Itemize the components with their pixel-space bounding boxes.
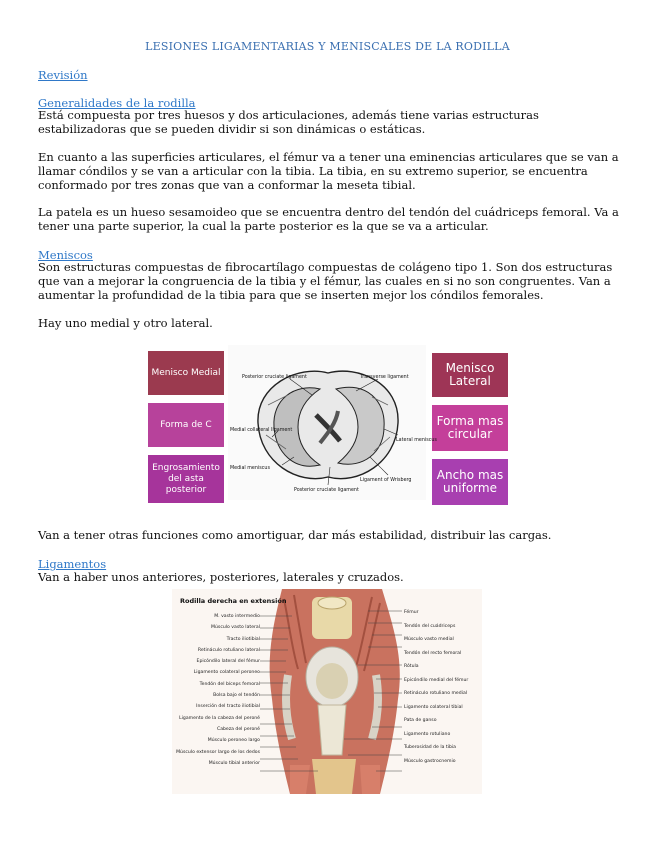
generalidades-paragraph-3: La patela es un hueso sesamoideo que se encuentra dentro del tendón del cuádriceps femoral. Va a tener una parte superior, la cual la parte posterior es la que se va a articular. (38, 205, 619, 233)
box-menisco-lateral-label: Menisco Lateral (445, 360, 495, 388)
box-forma-c (148, 403, 224, 447)
box-menisco-lateral (432, 353, 508, 397)
left-label: Músculo tibial anterior (208, 760, 260, 766)
box-engrosamiento-label: Engrosamiento del asta posterior (152, 462, 220, 495)
right-label: Ligamento colateral tibial (404, 704, 463, 710)
knee-illustration (172, 589, 482, 794)
knee-left-labels (174, 611, 260, 769)
generalidades-paragraph-1: Está compuesta por tres huesos y dos articulaciones, además tiene varias estructuras estabilizadoras que se pueden dividir si son dinámicas o estáticas. (38, 108, 539, 136)
revision-link[interactable]: Revisión (38, 68, 88, 82)
box-ancho-uniforme (432, 459, 508, 505)
left-label: Cabeza del peroné (216, 726, 260, 732)
left-label: Ligamento de la cabeza del peroné (179, 715, 260, 721)
label-pcl-top: Posterior cruciate ligament (242, 375, 307, 380)
right-label: Pata de ganso (404, 718, 437, 723)
right-label: Tendón del recto femoral (404, 650, 462, 656)
label-transverse: Transverse ligament (360, 375, 409, 380)
ligamentos-heading[interactable]: Ligamentos (38, 557, 107, 571)
generalidades-heading[interactable]: Generalidades de la rodilla (38, 96, 196, 110)
box-forma-circular (432, 405, 508, 451)
box-forma-circular-label: Forma mas circular (436, 413, 504, 441)
left-label: Músculo vasto lateral (211, 625, 260, 631)
meniscos-paragraph-2: Hay uno medial y otro lateral. (38, 316, 213, 330)
knee-right-labels (404, 606, 480, 768)
label-medial-meniscus: Medial meniscus (230, 466, 270, 471)
left-label: M. vasto intermedio (214, 614, 260, 619)
box-forma-c-label: Forma de C (160, 419, 212, 430)
box-menisco-medial-label: Menisco Medial (151, 367, 221, 378)
right-label: Músculo vasto medial (404, 637, 454, 642)
right-label: Retináculo rotuliano medial (404, 691, 468, 696)
box-engrosamiento (148, 455, 224, 503)
meniscos-paragraph-1: Son estructuras compuestas de fibrocartílago compuestas de colágeno tipo 1. Son dos estructuras que van a mejorar la congruencia de la tibia y el fémur, las cuales en si no son congruentes. Van a aumentar la profundidad de la tibia para que se inserten mejor los cóndilos femorales. (38, 260, 613, 302)
left-label: Ligamento colateral peroneo (193, 670, 260, 676)
menisci-illustration (228, 345, 437, 500)
label-mcl: Medial collateral ligament (230, 428, 293, 433)
meniscos-after-paragraph: Van a tener otras funciones como amortiguar, dar más estabilidad, distribuir las cargas. (38, 528, 552, 542)
ligamentos-paragraph: Van a haber unos anteriores, posteriores, laterales y cruzados. (38, 570, 404, 584)
right-label: Ligamento rotuliano (404, 731, 451, 737)
right-label: Epicóndilo medial del fémur (404, 677, 469, 683)
right-label: Tendón del cuádriceps (404, 623, 456, 629)
box-menisco-medial (148, 351, 224, 395)
left-label: Retináculo rotuliano lateral (197, 647, 260, 653)
left-label: Tendón del bíceps femoral (199, 681, 260, 687)
left-label: Tracto iliotibial (226, 636, 260, 642)
knee-caption: Rodilla derecha en extensión (180, 597, 287, 605)
left-label: Músculo peroneo largo (207, 738, 260, 744)
left-label: Inserción del tracto iliotibial (196, 704, 260, 710)
meniscos-heading[interactable]: Meniscos (38, 248, 93, 262)
left-label: Epicóndilo lateral del fémur (196, 659, 260, 665)
generalidades-paragraph-2: En cuanto a las superficies articulares, el fémur va a tener una eminencias articulares que se van a llamar cóndilos y se van a articular con la tibia. La tibia, en su extremo superior, se encuentra conformado por tres zonas que van a conformar la meseta tibial. (38, 150, 619, 192)
right-label: Músculo gastrocnemio (404, 758, 456, 764)
right-label: Rótula (404, 664, 419, 669)
label-wrisberg: Ligament of Wrisberg (360, 478, 412, 483)
right-label: Fémur (404, 610, 419, 615)
label-pcl-bottom: Posterior cruciate ligament (294, 488, 359, 493)
left-label: Músculo extensor largo de los dedos (176, 749, 260, 755)
left-label: Bolsa bajo el tendón (213, 693, 260, 699)
right-label: Tuberosidad de la tibia (404, 745, 456, 750)
box-ancho-uniforme-label: Ancho mas uniforme (436, 467, 504, 495)
label-lateral-meniscus: Lateral meniscus (396, 438, 437, 443)
document-title: LESIONES LIGAMENTARIAS Y MENISCALES DE LA RODILLA (145, 40, 510, 53)
